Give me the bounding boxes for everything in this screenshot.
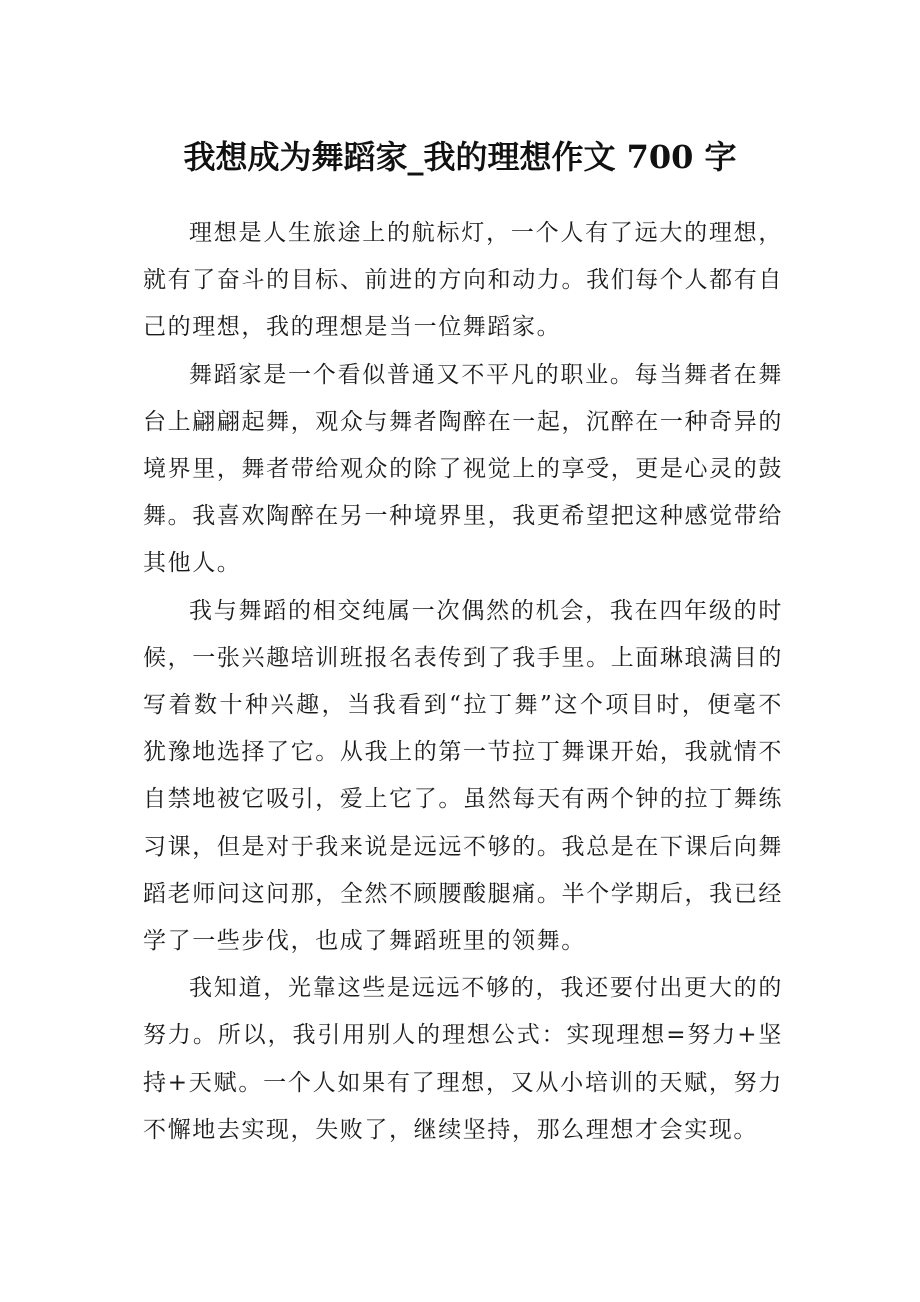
page-title: 我想成为舞蹈家_我的理想作文 700 字 <box>183 138 737 177</box>
paragraph-3: 我与舞蹈的相交纯属一次偶然的机会，我在四年级的时候，一张兴趣培训班报名表传到了我手里。上面琳琅满目的写着数十种兴趣，当我看到“拉丁舞”这个项目时，便毫不犹豫地选择了它。从我上的第一节拉丁舞课开始，我就情不自禁地被它吸引，爱上它了。虽然每天有两个钟的拉丁舞练习课，但是对于我来说是远远不够的。我总是在下课后向舞蹈老师问这问那，全然不顾腰酸腿痛。半个学期后，我已经学了一些步伐，也成了舞蹈班里的领舞。 <box>143 597 783 955</box>
paragraph-1: 理想是人生旅途上的航标灯，一个人有了远大的理想，就有了奋斗的目标、前进的方向和动力。我们每个人都有自己的理想，我的理想是当一位舞蹈家。 <box>143 220 783 341</box>
paragraph-2: 舞蹈家是一个看似普通又不平凡的职业。每当舞者在舞台上翩翩起舞，观众与舞者陶醉在一起，沉醉在一种奇异的境界里，舞者带给观众的除了视觉上的享受，更是心灵的鼓舞。我喜欢陶醉在另一种境界里，我更希望把这种感觉带给其他人。 <box>143 361 783 577</box>
essay-body <box>143 210 783 1154</box>
paragraph-4: 我知道，光靠这些是远远不够的，我还要付出更大的的努力。所以，我引用别人的理想公式：实现理想=努力+坚持+天赋。一个人如果有了理想，又从小培训的天赋，努力不懈地去实现，失败了，继续坚持，那么理想才会实现。 <box>143 975 783 1143</box>
